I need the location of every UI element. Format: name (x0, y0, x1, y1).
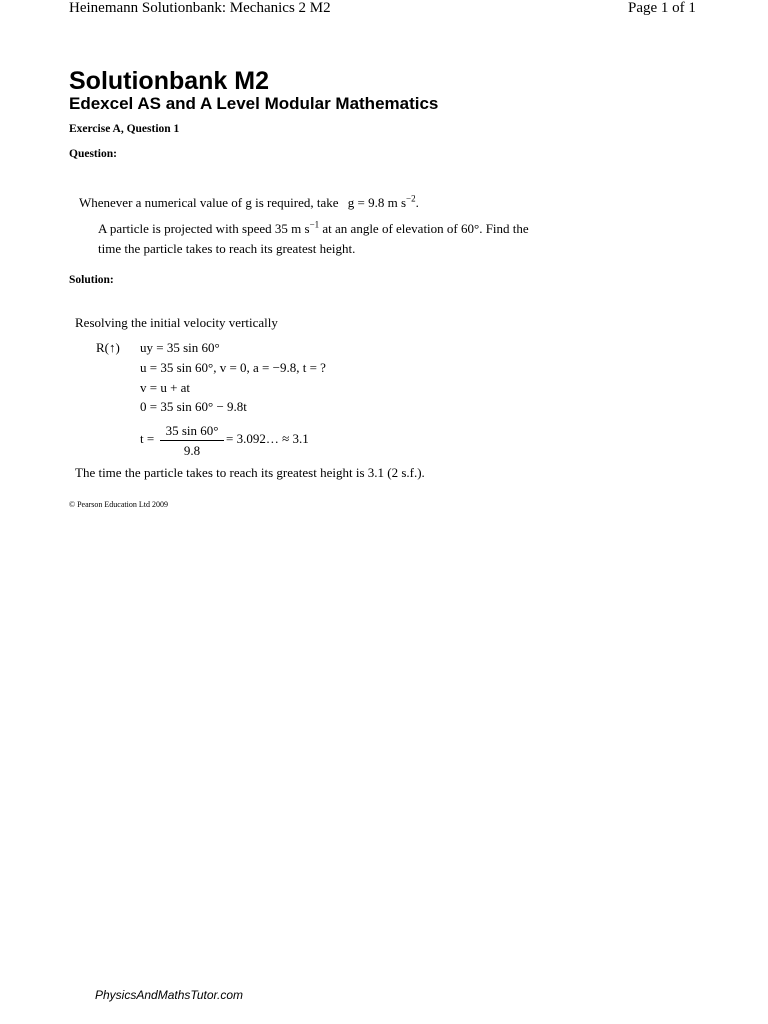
question-label: Question: (69, 148, 117, 160)
equation-5-rhs: = 3.092… ≈ 3.1 (226, 431, 309, 446)
equation-5-lhs: t = (140, 431, 155, 446)
fraction-bar (160, 440, 224, 441)
equation-1: uy = 35 sin 60° (140, 340, 220, 355)
question-line-1-prefix: Whenever a numerical value of g is required, take (79, 195, 339, 210)
fraction-numerator: 35 sin 60° (165, 423, 219, 438)
solution-label: Solution: (69, 274, 114, 286)
question-line-2-prefix: A particle is projected with speed (98, 221, 272, 236)
equation-3: v = u + at (140, 380, 191, 395)
solution-conclusion: The time the particle takes to reach its greatest height is 3.1 (2 s.f.). (75, 465, 425, 480)
header-left: Heinemann Solutionbank: Mechanics 2 M2 (69, 0, 331, 16)
speed-value: 35 m $s^{-1}$ (274, 219, 320, 236)
question-line-3: time the particle takes to reach its greatest height. (98, 241, 356, 256)
equation-5-fraction (160, 423, 224, 459)
copyright: © Pearson Education Ltd 2009 (69, 500, 168, 509)
question-line-1: Whenever a numerical value of g is required, take g = 9.8 m $s^{-2}$. (79, 193, 419, 210)
header-right: Page 1 of 1 (628, 0, 696, 16)
equation-4: 0 = 35 sin 60° − 9.8t (140, 399, 247, 414)
solution-intro: Resolving the initial velocity vertically (75, 315, 278, 330)
g-value: g = 9.8 m $s^{-2}$ (347, 193, 416, 210)
fraction-denominator: 9.8 (183, 443, 201, 458)
exercise-label: Exercise A, Question 1 (69, 123, 180, 135)
page-title: Solutionbank M2 (69, 67, 269, 95)
resolve-label: R(↑) (96, 340, 120, 355)
equation-2: u = 35 sin 60°, v = 0, a = −9.8, t = ? (140, 360, 326, 375)
footer-site: PhysicsAndMathsTutor.com (95, 988, 244, 1002)
page-subtitle: Edexcel AS and A Level Modular Mathematics (69, 94, 439, 113)
question-line-2-suffix: at an angle of elevation of 60°. Find the (322, 221, 529, 236)
question-line-2 (98, 221, 529, 237)
